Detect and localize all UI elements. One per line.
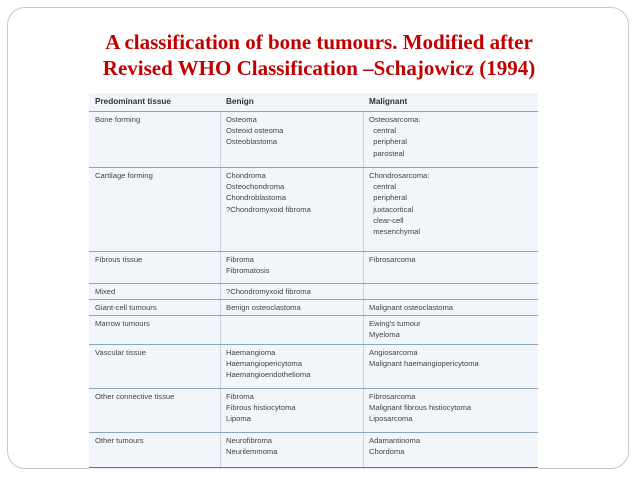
malignant-cell	[369, 114, 421, 159]
cell-line: Marrow tumours	[95, 319, 150, 328]
benign-cell	[226, 170, 311, 215]
cell-line: ?Chondromyxoid fibroma	[226, 287, 311, 296]
cell-line: Osteochondroma	[226, 182, 285, 192]
cell-line: Liposarcoma	[369, 414, 413, 424]
cell-line: Chordoma	[369, 447, 405, 457]
table-row	[89, 111, 538, 168]
malignant-cell	[369, 302, 453, 313]
table-row	[89, 167, 538, 252]
cell-line: Other connective tissue	[95, 392, 175, 401]
cell-line: Vascular tissue	[95, 348, 146, 357]
table-row	[89, 388, 538, 433]
tissue-cell	[95, 435, 144, 446]
table-row	[89, 299, 538, 316]
cell-line: Osteosarcoma:	[369, 115, 421, 124]
malignant-cell	[369, 254, 415, 265]
cell-line: mesenchymal	[369, 227, 421, 237]
cell-line: Chondrosarcoma:	[369, 171, 430, 180]
slide-title	[0, 29, 638, 81]
tissue-cell	[95, 347, 146, 358]
classification-table	[89, 93, 538, 469]
cell-line: Lipoma	[226, 414, 251, 424]
cell-line: clear-cell	[369, 215, 404, 225]
cell-line: Myeloma	[369, 330, 400, 340]
cell-line: Fibrosarcoma	[369, 392, 416, 401]
benign-cell	[226, 286, 311, 297]
cell-line: Benign osteoclastoma	[226, 303, 301, 312]
cell-line: Haemangioma	[226, 348, 276, 357]
table-bottom-rule	[89, 467, 538, 468]
tissue-cell	[95, 286, 115, 297]
cell-line: Malignant haemangiopericytoma	[369, 359, 479, 369]
cell-line: central	[369, 182, 397, 192]
cell-line: Mixed	[95, 287, 116, 296]
cell-line: Osteoid osteoma	[226, 126, 284, 136]
cell-line: Ewing's tumour	[369, 319, 421, 328]
benign-cell	[226, 114, 283, 148]
tissue-cell	[95, 170, 153, 181]
cell-line: parosteal	[369, 148, 405, 158]
malignant-cell	[369, 170, 429, 237]
tissue-cell	[95, 302, 157, 313]
table-row	[89, 251, 538, 284]
slide-title-line-1: A classification of bone tumours. Modified after	[105, 30, 533, 54]
table-row	[89, 344, 538, 389]
cell-line: Fibrosarcoma	[369, 255, 416, 264]
cell-line: central	[369, 126, 397, 136]
tissue-cell	[95, 391, 174, 402]
cell-line: Cartilage forming	[95, 171, 153, 180]
cell-line: Haemangioendothelioma	[226, 370, 311, 380]
cell-line: Fibroma	[226, 255, 254, 264]
benign-cell	[226, 391, 296, 425]
header-malignant: Malignant	[369, 97, 408, 106]
malignant-cell	[369, 347, 479, 369]
cell-line: Angiosarcoma	[369, 348, 418, 357]
cell-line: ?Chondromyxoid fibroma	[226, 204, 311, 214]
benign-cell	[226, 302, 301, 313]
cell-line: Neurofibroma	[226, 436, 273, 445]
cell-line: Other tumours	[95, 436, 144, 445]
benign-cell	[226, 254, 269, 276]
cell-line: Malignant fibrous histiocytoma	[369, 403, 472, 413]
cell-line: Chondroblastoma	[226, 193, 286, 203]
cell-line: Neurilemmoma	[226, 447, 278, 457]
cell-line: Haemangiopericytoma	[226, 359, 302, 369]
tissue-cell	[95, 254, 142, 265]
cell-line: Bone forming	[95, 115, 141, 124]
cell-line: Osteoblastoma	[226, 137, 278, 147]
header-predominant-tissue: Predominant tissue	[95, 97, 171, 106]
cell-line: peripheral	[369, 137, 407, 147]
cell-line: Malignant osteoclastoma	[369, 303, 453, 312]
malignant-cell	[369, 435, 420, 457]
table-row	[89, 432, 538, 469]
cell-line: Chondroma	[226, 171, 266, 180]
cell-line: Giant-cell tumours	[95, 303, 157, 312]
table-row	[89, 315, 538, 345]
table-header	[89, 93, 538, 111]
malignant-cell	[369, 318, 421, 340]
cell-line: Fibroma	[226, 392, 254, 401]
benign-cell	[226, 435, 277, 457]
benign-cell	[226, 347, 310, 381]
table-row	[89, 283, 538, 300]
slide-title-line-2: Revised WHO Classification –Schajowicz (1994)	[102, 56, 536, 80]
tissue-cell	[95, 318, 150, 329]
cell-line: peripheral	[369, 193, 407, 203]
cell-line: Osteoma	[226, 115, 257, 124]
malignant-cell	[369, 391, 471, 425]
tissue-cell	[95, 114, 140, 125]
cell-line: Fibrous tissue	[95, 255, 143, 264]
cell-line: Fibromatosis	[226, 266, 270, 276]
header-benign: Benign	[226, 97, 254, 106]
cell-line: Fibrous histiocytoma	[226, 403, 296, 413]
cell-line: Adamantinoma	[369, 436, 421, 445]
cell-line: juxtacortical	[369, 204, 414, 214]
